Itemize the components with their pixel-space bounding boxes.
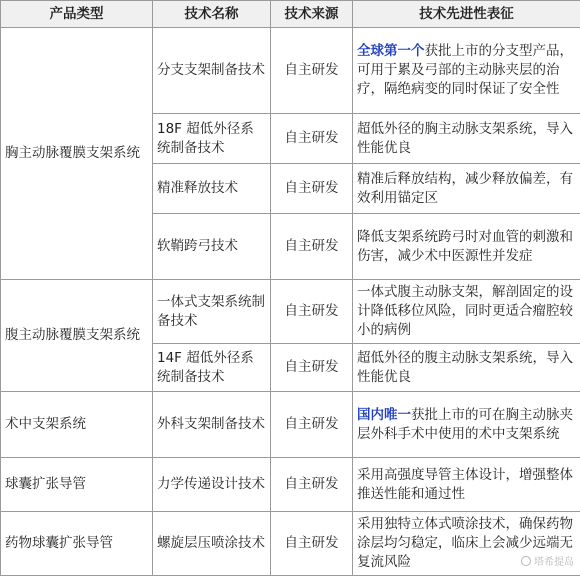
advancement-text: 降低支架系统跨弓时对血管的刺激和伤害，减少术中医源性并发症: [357, 229, 573, 264]
tech-source-cell: 自主研发: [271, 214, 353, 280]
advancement-cell: [353, 28, 580, 114]
advancement-text: 超低外径的腹主动脉支架系统，导入性能优良: [357, 350, 573, 385]
tech-name-cell: 一体式支架系统制备技术: [153, 280, 271, 344]
advancement-cell: [353, 392, 580, 458]
tech-source-cell: 自主研发: [271, 114, 353, 164]
product-type-cell: 药物球囊扩张导管: [1, 512, 153, 576]
advancement-text: 一体式腹主动脉支架，解剖固定的设计降低移位风险，同时更适合瘤腔较小的病例: [357, 284, 573, 338]
advancement-cell: [353, 164, 580, 214]
advancement-cell: [353, 280, 580, 344]
product-type-cell: 胸主动脉覆膜支架系统: [1, 28, 153, 280]
table-row: [1, 392, 580, 458]
header-tech-name: 技术名称: [153, 1, 271, 28]
tech-source-cell: 自主研发: [271, 392, 353, 458]
advancement-cell: [353, 114, 580, 164]
header-product-type: 产品类型: [1, 1, 153, 28]
header-tech-source: 技术来源: [271, 1, 353, 28]
tech-name-cell: 软鞘跨弓技术: [153, 214, 271, 280]
product-type-cell: 腹主动脉覆膜支架系统: [1, 280, 153, 392]
tech-name-cell: 外科支架制备技术: [153, 392, 271, 458]
watermark: [521, 553, 574, 568]
tech-name-cell: 18F 超低外径系统制备技术: [153, 114, 271, 164]
header-row: [1, 1, 580, 28]
tech-source-cell: 自主研发: [271, 344, 353, 392]
tech-source-cell: 自主研发: [271, 512, 353, 576]
advancement-cell: [353, 214, 580, 280]
advancement-text: 获批上市的可在胸主动脉夹层外科手术中使用的术中支架系统: [357, 407, 573, 442]
table-row: [1, 512, 580, 576]
tech-source-cell: 自主研发: [271, 280, 353, 344]
tech-name-cell: 分支支架制备技术: [153, 28, 271, 114]
advancement-text: 采用独特立体式喷涂技术，确保药物涂层均匀稳定，临床上会减少远端无复流风险: [357, 516, 573, 570]
table-row: [1, 458, 580, 512]
tech-source-cell: 自主研发: [271, 164, 353, 214]
highlight-text: 国内唯一: [357, 407, 411, 423]
tech-source-cell: 自主研发: [271, 458, 353, 512]
product-type-cell: 术中支架系统: [1, 392, 153, 458]
tech-source-cell: 自主研发: [271, 28, 353, 114]
advancement-text: 获批上市的分支型产品，可用于累及弓部的主动脉夹层的治疗，隔绝病变的同时保证了安全性: [357, 43, 573, 97]
tech-name-cell: 14F 超低外径系统制备技术: [153, 344, 271, 392]
header-advancement: 技术先进性表征: [353, 1, 580, 28]
advancement-cell: [353, 344, 580, 392]
tech-name-cell: 螺旋层压喷涂技术: [153, 512, 271, 576]
watermark-text: 塔希提岛: [534, 553, 574, 568]
watermark-icon: [521, 556, 531, 566]
table-row: [1, 280, 580, 344]
tech-name-cell: 精准释放技术: [153, 164, 271, 214]
tech-name-cell: 力学传递设计技术: [153, 458, 271, 512]
advancement-text: 精准后释放结构，减少释放偏差，有效利用锚定区: [357, 171, 573, 206]
product-type-cell: 球囊扩张导管: [1, 458, 153, 512]
advancement-text: 采用高强度导管主体设计，增强整体推送性能和通过性: [357, 467, 573, 502]
highlight-text: 全球第一个: [357, 43, 425, 59]
table-row: [1, 28, 580, 114]
advancement-cell: [353, 458, 580, 512]
advancement-text: 超低外径的胸主动脉支架系统，导入性能优良: [357, 121, 573, 156]
